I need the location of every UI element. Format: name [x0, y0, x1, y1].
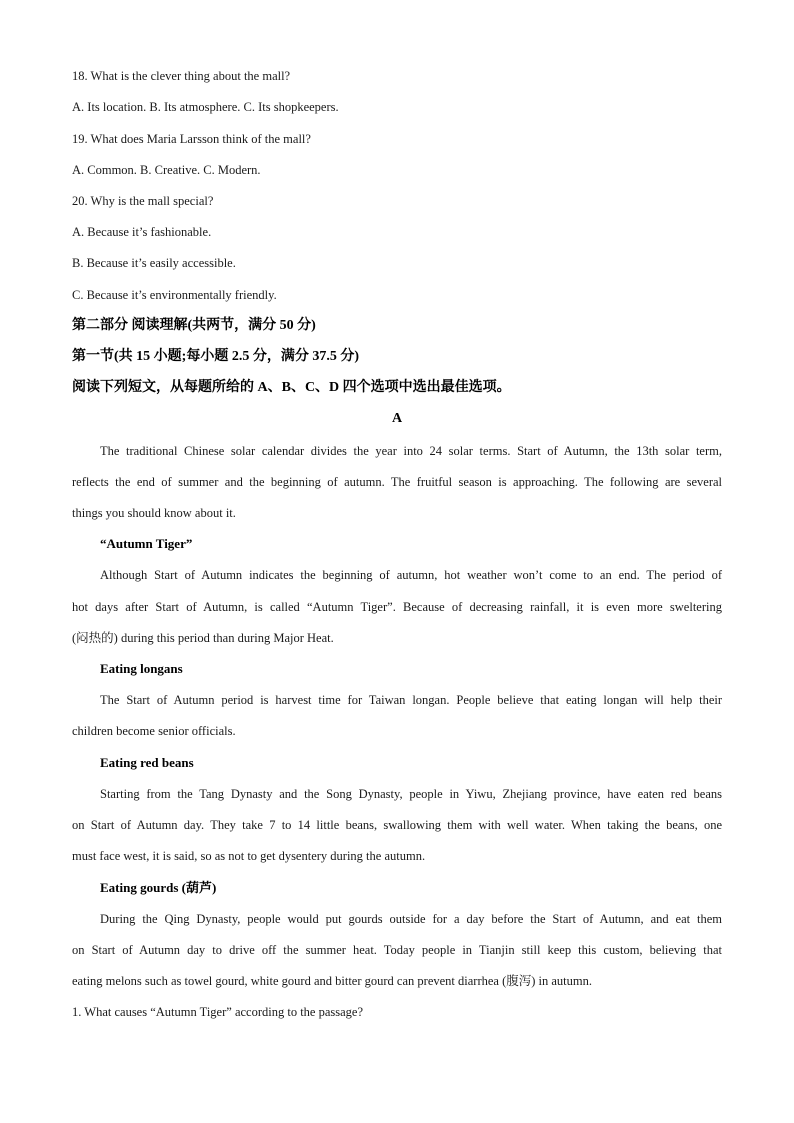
beans-line: must face west, it is said, so as not to get dysentery during the autumn. [72, 849, 426, 863]
question-18: 18. What is the clever thing about the mall? [72, 69, 291, 83]
part-two-heading: 第二部分 阅读理解(共两节，满分 50 分) [72, 318, 316, 333]
intro-line: The traditional Chinese solar calendar divides the year into 24 solar terms. Start of Autumn, the 13th solar term, [100, 444, 722, 458]
question-18-options: A. Its location. B. Its atmosphere. C. Its shopkeepers. [72, 100, 339, 114]
intro-line: reflects the end of summer and the beginning of autumn. The fruitful season is approaching. The following are several [72, 475, 722, 489]
heading-eating-longans: Eating longans [100, 661, 183, 676]
gourds-line: eating melons such as towel gourd, white gourd and bitter gourd can prevent diarrhea (腹泻) in autumn. [72, 974, 592, 988]
gourds-line: on Start of Autumn day to drive off the summer heat. Today people in Tianjin still keep this custom, believing that [72, 943, 722, 957]
question-1: 1. What causes “Autumn Tiger” according to the passage? [72, 1005, 364, 1019]
heading-autumn-tiger: “Autumn Tiger” [100, 536, 193, 551]
question-20-option-a: A. Because it’s fashionable. [72, 225, 212, 239]
passage-label: A [391, 411, 403, 426]
tiger-line: Although Start of Autumn indicates the beginning of autumn, hot weather won’t come to an end. The period of [100, 568, 722, 582]
beans-line: on Start of Autumn day. They take 7 to 14 little beans, swallowing them with well water. When taking the beans, one [72, 818, 722, 832]
question-20: 20. Why is the mall special? [72, 194, 214, 208]
beans-line: Starting from the Tang Dynasty and the Song Dynasty, people in Yiwu, Zhejiang province, have eaten red beans [100, 787, 722, 801]
longans-line: The Start of Autumn period is harvest time for Taiwan longan. People believe that eating longan will help their [100, 693, 722, 707]
intro-line: things you should know about it. [72, 506, 236, 520]
question-19: 19. What does Maria Larsson think of the mall? [72, 132, 311, 146]
tiger-line: (闷热的) during this period than during Major Heat. [72, 631, 334, 645]
section-one-heading: 第一节(共 15 小题;每小题 2.5 分，满分 37.5 分) [72, 349, 359, 364]
gourds-line: During the Qing Dynasty, people would put gourds outside for a day before the Start of Autumn, and eat them [100, 912, 722, 926]
longans-line: children become senior officials. [72, 724, 236, 738]
reading-instruction: 阅读下列短文，从每题所给的 A、B、C、D 四个选项中选出最佳选项。 [72, 380, 511, 395]
tiger-line: hot days after Start of Autumn, is called “Autumn Tiger”. Because of decreasing rainfall, it is even more sweltering [72, 600, 722, 614]
question-19-options: A. Common. B. Creative. C. Modern. [72, 163, 261, 177]
heading-eating-red-beans: Eating red beans [100, 755, 194, 770]
question-20-option-c: C. Because it’s environmentally friendly. [72, 288, 277, 302]
question-20-option-b: B. Because it’s easily accessible. [72, 256, 236, 270]
heading-eating-gourds: Eating gourds (葫芦) [100, 880, 217, 895]
